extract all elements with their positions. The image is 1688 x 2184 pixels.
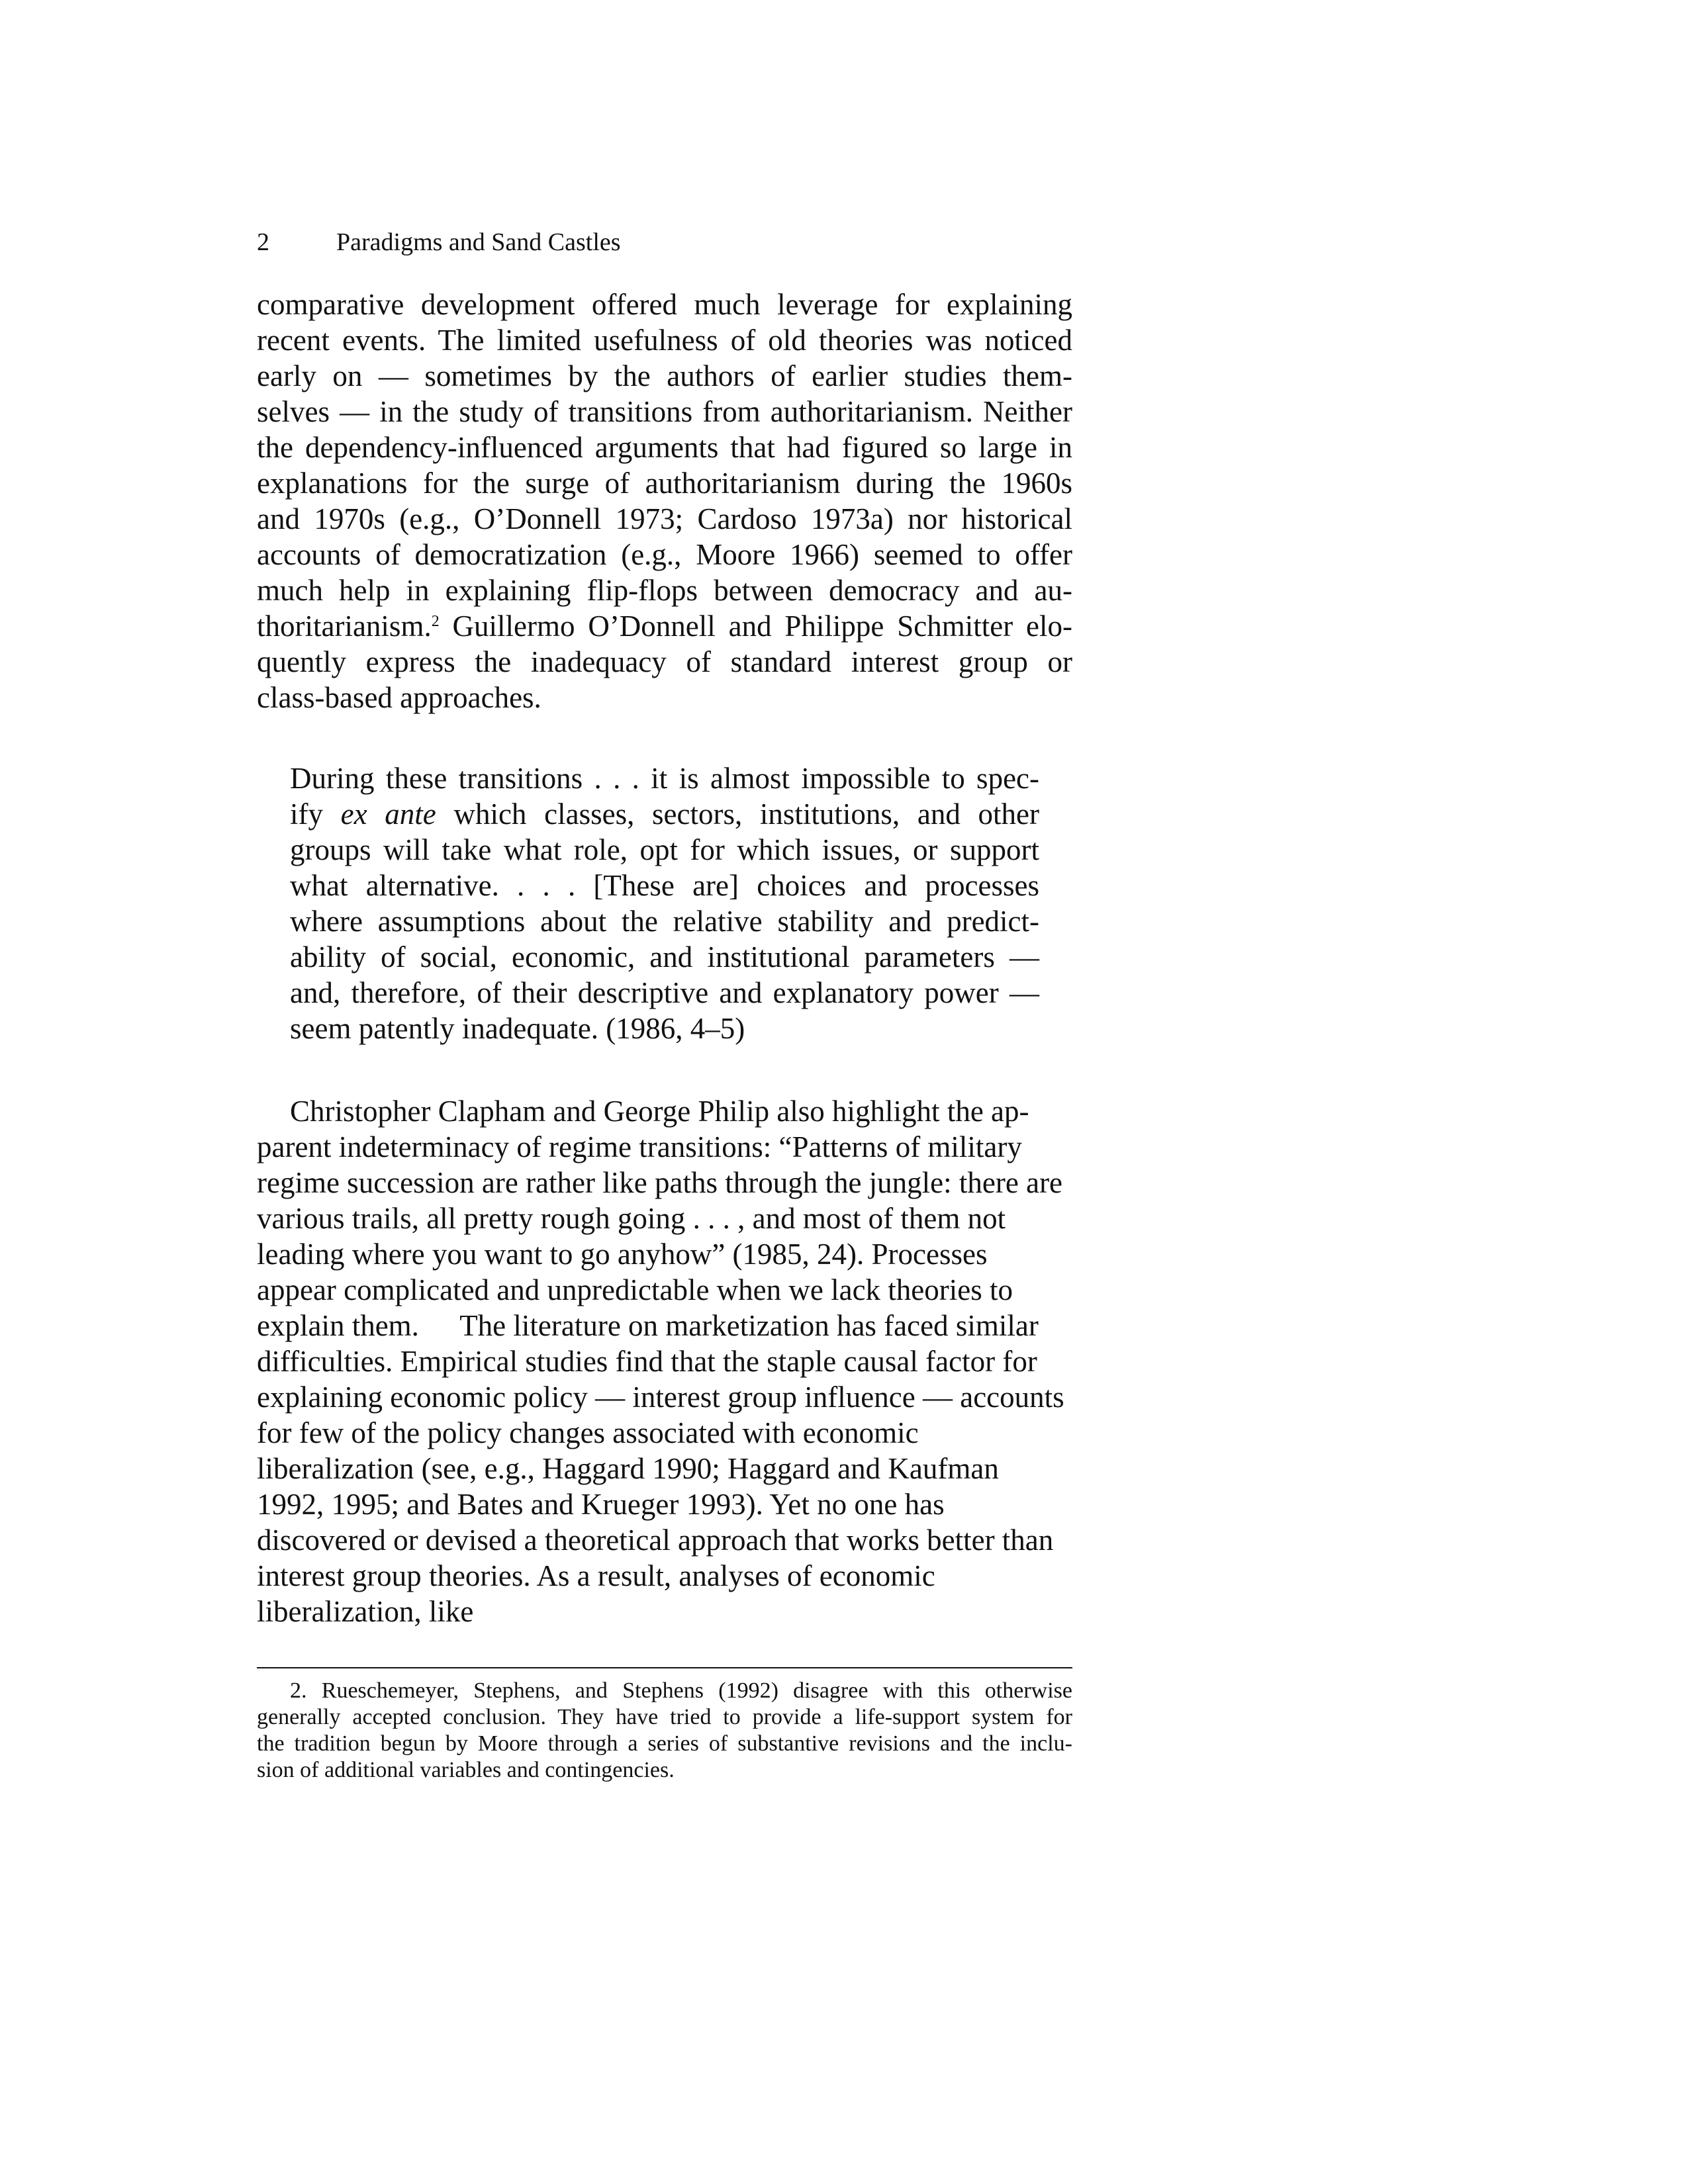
body-line: selves — in the study of transitions from authoritarianism. Neither [257, 395, 1072, 428]
body-line: are various trails, all pretty rough going . . . , and most of them [257, 1166, 1063, 1235]
quotation-line: what alternative. . . . [These are] choices and processes [290, 869, 1039, 902]
opening-paragraph [257, 287, 1072, 715]
body-line: early on — sometimes by the authors of earlier studies them- [257, 359, 1072, 392]
page-number: 2 [257, 228, 269, 256]
body-line: much help in explaining flip-flops between democracy and au- [257, 574, 1072, 607]
body-line: The literature on marketization has faced similar difficulties. [257, 1309, 1039, 1378]
body-line: a theoretical approach that works better than interest group [257, 1524, 1054, 1592]
footnote-separator [257, 1667, 1072, 1668]
footnote-line: the tradition begun by Moore through a series of substantive revisions and the inclu- [257, 1731, 1072, 1756]
quotation-line: seem patently inadequate. (1986, 4–5) [290, 1012, 745, 1045]
body-line: appear complicated and unpredictable when we lack theories to [257, 1273, 1013, 1306]
body-line: theories. As a result, analyses of economic liberalization, like [257, 1559, 935, 1628]
body-line: economic policy — interest group influence — accounts for few of [257, 1381, 1064, 1449]
footnote-line: 2. Rueschemeyer, Stephens, and Stephens (1992) disagree with this otherwise [290, 1678, 1072, 1703]
body-line-end: Guillermo O’Donnell and Philippe Schmitter elo- [439, 610, 1072, 643]
quotation-line-start: ify [290, 797, 341, 831]
body-line: Bates and Krueger 1993). Yet no one has discovered or devised [257, 1488, 945, 1557]
body-line: and 1970s (e.g., O’Donnell 1973; Cardoso 1973a) nor historical [257, 502, 1072, 535]
body-line: class-based approaches. [257, 681, 541, 714]
running-head-title: Paradigms and Sand Castles [336, 228, 621, 256]
footnote [257, 1678, 1072, 1784]
footnote-line: sion of additional variables and contingencies. [257, 1758, 675, 1782]
body-line: comparative development offered much leverage for explaining [257, 288, 1072, 321]
footnote-line: generally accepted conclusion. They have tried to provide a life-support system for [257, 1705, 1072, 1729]
running-head [257, 222, 621, 262]
body-line: Empirical studies find that the staple causal factor for explaining [257, 1345, 1037, 1414]
quotation-line: groups will take what role, opt for which issues, or support [290, 833, 1039, 866]
body-line: quently express the inadequacy of standard interest group or [257, 645, 1072, 678]
body-line: the policy changes associated with economic liberalization (see, [257, 1416, 919, 1485]
body-line: parent indeterminacy of regime transitions: “Patterns of military [257, 1130, 1022, 1163]
quotation-line: and, therefore, of their descriptive and explanatory power — [290, 976, 1039, 1009]
quotation-line: During these transitions . . . it is almost impossible to spec- [290, 762, 1039, 795]
continuation-paragraphs [257, 1093, 1072, 1629]
block-quotation [290, 760, 1039, 1046]
body-line: recent events. The limited usefulness of old theories was noticed [257, 324, 1072, 357]
footnote-reference[interactable]: 2 [431, 613, 440, 630]
italic-term: ex ante [340, 797, 436, 831]
quotation-line-end: which classes, sectors, institutions, and other [436, 797, 1039, 831]
body-line: the dependency-influenced arguments that had figured so large in [257, 431, 1072, 464]
body-line-start: thoritarianism. [257, 610, 432, 643]
body-line: not leading where you want to go anyhow” (1985, 24). Processes [257, 1202, 1006, 1271]
body-line: e.g., Haggard 1990; Haggard and Kaufman 1992, 1995; and [257, 1452, 999, 1521]
body-line: explanations for the surge of authoritarianism during the 1960s [257, 467, 1072, 500]
body-line: explain them. [257, 1309, 419, 1342]
body-line: accounts of democratization (e.g., Moore 1966) seemed to offer [257, 538, 1072, 571]
body-line-with-footnote [257, 608, 1072, 644]
quotation-line: where assumptions about the relative stability and predict- [290, 905, 1039, 938]
quotation-line-with-italic [290, 796, 1039, 832]
body-line: Christopher Clapham and George Philip also highlight the ap- [290, 1095, 1029, 1128]
quotation-line: ability of social, economic, and institutional parameters — [290, 940, 1039, 974]
body-line: regime succession are rather like paths through the jungle: there [257, 1166, 1019, 1199]
